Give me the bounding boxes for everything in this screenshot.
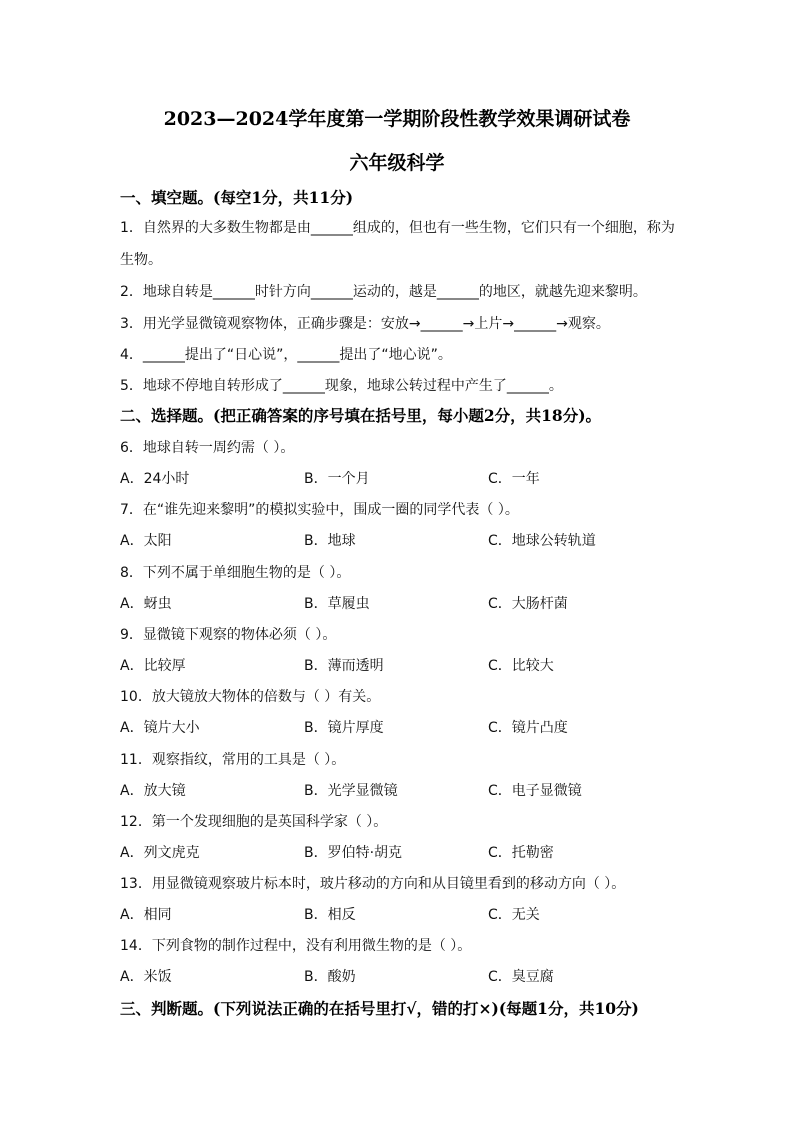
option-a: A．相同 — [120, 907, 172, 923]
option-a: A．比较厚 — [120, 658, 186, 674]
question-14: 14．下列食物的制作过程中，没有利用微生物的是（ ）。 — [120, 938, 472, 954]
option-a: A．蚜虫 — [120, 596, 172, 612]
option-b: B．光学显微镜 — [304, 783, 398, 799]
question-13-options — [120, 904, 680, 924]
option-c: C．托勒密 — [488, 845, 554, 861]
option-b: B．薄而透明 — [304, 658, 384, 674]
option-a: A．放大镜 — [120, 783, 186, 799]
option-c: C．一年 — [488, 471, 540, 487]
option-b: B．一个月 — [304, 471, 370, 487]
question-1-line-1: 1．自然界的大多数生物都是由______组成的，但也有一些生物，它们只有一个细胞，称为 — [120, 220, 675, 236]
exam-title: 2023—2024学年度第一学期阶段性教学效果调研试卷 — [163, 108, 631, 130]
question-14-options — [120, 966, 680, 986]
option-b: B．酸奶 — [304, 969, 356, 985]
question-4: 4．______提出了“日心说”，______提出了“地心说”。 — [120, 347, 452, 363]
option-c: C．电子显微镜 — [488, 783, 582, 799]
section-judge-heading: 三、判断题。(下列说法正确的在括号里打√，错的打×)(每题1分，共10分) — [120, 999, 639, 1018]
question-5: 5．地球不停地自转形成了______现象，地球公转过程中产生了______。 — [120, 378, 563, 394]
section-choice-heading: 二、选择题。(把正确答案的序号填在括号里，每小题2分，共18分)。 — [120, 406, 602, 425]
question-8-options — [120, 593, 680, 613]
option-c: C．地球公转轨道 — [488, 533, 596, 549]
option-c: C．镜片凸度 — [488, 720, 568, 736]
question-9-options — [120, 655, 680, 675]
option-b: B．镜片厚度 — [304, 720, 384, 736]
option-c: C．大肠杆菌 — [488, 596, 568, 612]
option-a: A．太阳 — [120, 533, 172, 549]
option-b: B．草履虫 — [304, 596, 370, 612]
section-fill-heading: 一、填空题。(每空1分，共11分) — [120, 188, 354, 207]
question-3: 3．用光学显微镜观察物体，正确步骤是：安放→______→上片→______→观察。 — [120, 316, 610, 332]
question-11-options — [120, 780, 680, 800]
option-a: A．列文虎克 — [120, 845, 200, 861]
option-a: A．镜片大小 — [120, 720, 200, 736]
option-b: B．罗伯特·胡克 — [304, 845, 403, 861]
question-1-line-2: 生物。 — [120, 252, 162, 268]
option-a: A．米饭 — [120, 969, 172, 985]
option-c: C．臭豆腐 — [488, 969, 554, 985]
option-b: B．地球 — [304, 533, 356, 549]
option-c: C．比较大 — [488, 658, 554, 674]
question-8: 8．下列不属于单细胞生物的是（ ）。 — [120, 565, 351, 581]
option-b: B．相反 — [304, 907, 356, 923]
question-6-options — [120, 468, 680, 488]
question-10-options — [120, 717, 680, 737]
question-10: 10．放大镜放大物体的倍数与（ ）有关。 — [120, 689, 381, 705]
question-11: 11．观察指纹，常用的工具是（ ）。 — [120, 752, 346, 768]
question-7-options — [120, 530, 680, 550]
question-9: 9．显微镜下观察的物体必须（ ）。 — [120, 627, 337, 643]
question-7: 7．在“谁先迎来黎明”的模拟实验中，围成一圈的同学代表（ ）。 — [120, 502, 519, 518]
question-12: 12．第一个发现细胞的是英国科学家（ ）。 — [120, 814, 388, 830]
question-13: 13．用显微镜观察玻片标本时，玻片移动的方向和从目镜里看到的移动方向（ ）。 — [120, 876, 626, 892]
option-a: A．24小时 — [120, 471, 190, 487]
option-c: C．无关 — [488, 907, 540, 923]
question-6: 6．地球自转一周约需（ ）。 — [120, 440, 295, 456]
exam-subtitle: 六年级科学 — [349, 152, 445, 174]
question-2: 2．地球自转是______时针方向______运动的，越是______的地区，就越先迎来黎明。 — [120, 284, 647, 300]
question-12-options — [120, 842, 680, 862]
